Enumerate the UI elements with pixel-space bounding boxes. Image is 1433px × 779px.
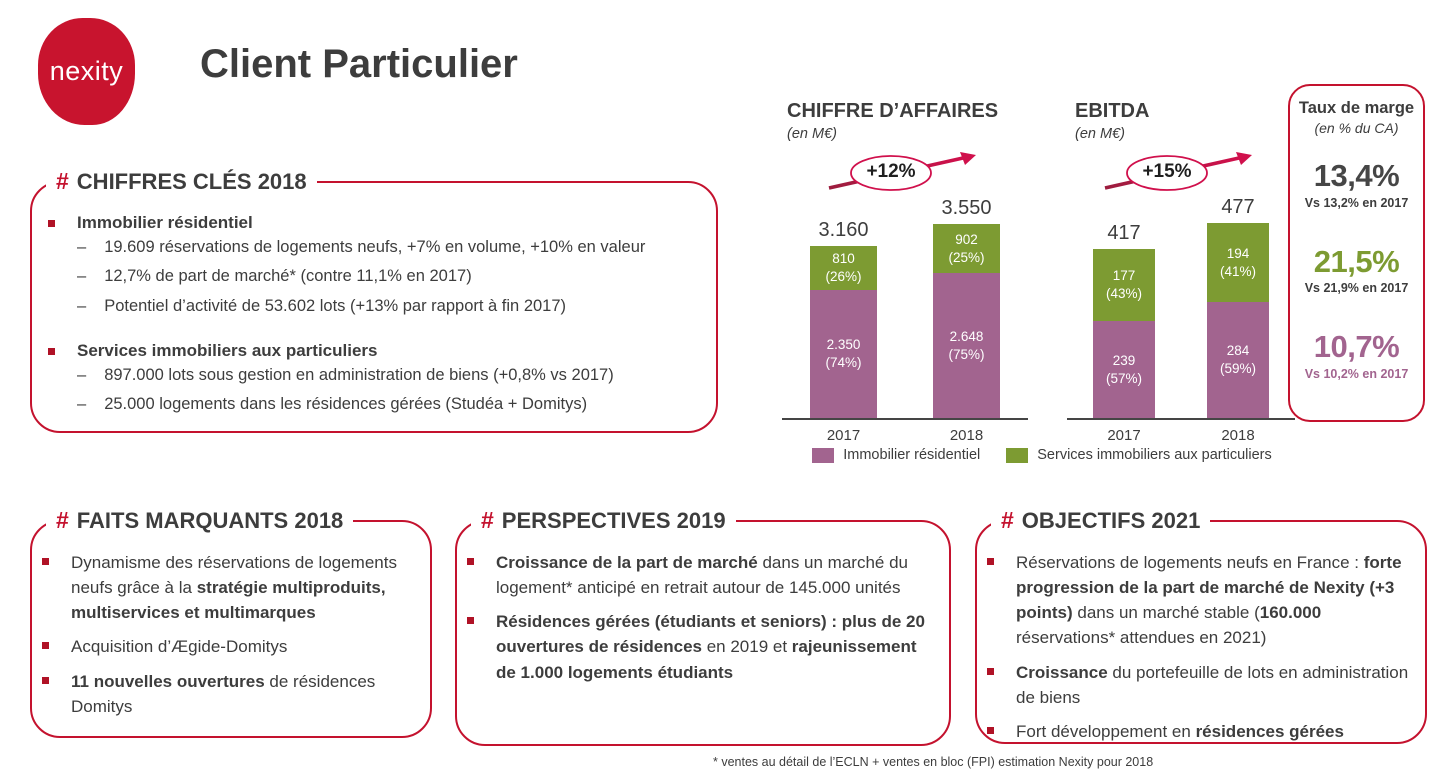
list-item-text: Potentiel d’activité de 53.602 lots (+13% par rapport à fin 2017) — [104, 296, 567, 315]
chiffres-cles-box — [30, 168, 718, 433]
stacked-bar — [810, 246, 877, 418]
bullet-square-icon — [467, 617, 474, 624]
margin-rate-row — [1290, 331, 1423, 381]
taux-de-marge-title: Taux de marge — [1298, 99, 1415, 117]
bullet-text — [71, 550, 414, 625]
dash-icon: – — [77, 366, 87, 385]
text-segment: 11 nouvelles ouvertures — [71, 671, 265, 691]
margin-rate-note: Vs 21,9% en 2017 — [1304, 281, 1409, 296]
bar-segment — [933, 273, 1000, 418]
bar-segment — [810, 290, 877, 418]
list-item-text: 12,7% de part de marché* (contre 11,1% en 2017) — [104, 267, 472, 286]
growth-badge-ebitda — [1103, 146, 1253, 198]
segment-value-label: 902 — [955, 231, 978, 247]
chart-plot-ebitda — [1067, 198, 1295, 420]
text-segment: Croissance de la part de marché — [496, 553, 758, 572]
bullet-text — [496, 609, 933, 684]
year-label: 2017 — [826, 427, 861, 444]
chart-title-ebitda: EBITDA — [1075, 100, 1150, 122]
objectifs-box — [975, 507, 1427, 744]
chart-legend — [772, 447, 1312, 463]
segment-pct-label: (25%) — [948, 249, 985, 265]
legend-item — [812, 447, 980, 463]
list-item-text: 897.000 lots sous gestion en administration de biens (+0,8% vs 2017) — [104, 366, 614, 385]
group-heading-label: Immobilier résidentiel — [77, 213, 253, 232]
faits-marquants-box — [30, 507, 432, 738]
dash-icon: – — [77, 296, 87, 315]
bar-group-2017 — [810, 219, 877, 418]
perspectives-body — [457, 522, 949, 685]
segment-value-label: 2.350 — [826, 337, 861, 353]
year-label: 2018 — [949, 427, 984, 444]
faits-marquants-title-label: FAITS MARQUANTS 2018 — [76, 508, 344, 533]
bar-total-label: 477 — [1221, 196, 1255, 218]
list-item — [77, 262, 700, 291]
segment-pct-label: (75%) — [948, 346, 985, 362]
stacked-bar — [1207, 223, 1269, 418]
bullet-square-icon — [987, 558, 994, 565]
bullet-text — [71, 634, 287, 659]
text-segment: résidences gérées — [1195, 721, 1344, 741]
text-segment: Réservations de logements neufs en France : — [1016, 553, 1364, 572]
objectifs-body — [977, 522, 1425, 744]
dash-icon: – — [77, 395, 87, 414]
bar-group-2017 — [1093, 222, 1155, 418]
stacked-bar — [1093, 249, 1155, 418]
bullet-square-icon — [467, 558, 474, 565]
nexity-logo-text: nexity — [49, 56, 124, 86]
faits-marquants-body — [32, 522, 430, 719]
segment-pct-label: (57%) — [1105, 370, 1142, 386]
margin-rate-value: 13,4% — [1313, 158, 1400, 193]
objectifs-title — [991, 505, 1210, 536]
bullet-item — [467, 550, 933, 600]
taux-de-marge-box — [1288, 84, 1425, 422]
year-label: 2017 — [1107, 427, 1141, 444]
footnote: * ventes au détail de l’ECLN + ventes en bloc (FPI) estimation Nexity pour 2018 — [713, 755, 1154, 769]
bullet-text — [71, 669, 414, 719]
bar-segment — [1207, 302, 1269, 418]
segment-value-label: 284 — [1226, 343, 1250, 359]
segment-pct-label: (26%) — [825, 269, 862, 284]
bullet-text — [1016, 550, 1409, 651]
list-item-text: 25.000 logements dans les résidences gérées (Studéa + Domitys) — [104, 395, 588, 414]
bullet-square-icon — [48, 220, 55, 227]
bullet-item — [42, 669, 414, 719]
bullet-square-icon — [42, 677, 49, 684]
faits-marquants-title — [46, 505, 353, 536]
text-segment: réservations* attendues en 2021) — [1016, 628, 1267, 648]
chiffres-cles-body — [32, 183, 716, 420]
chiffres-cles-title-label: CHIFFRES CLÉS 2018 — [76, 169, 307, 194]
group-items — [48, 361, 700, 420]
bar-group-2018 — [1207, 196, 1269, 418]
text-segment: Croissance — [1016, 662, 1108, 682]
bar-segment — [1207, 223, 1269, 302]
bar-segment — [1093, 249, 1155, 321]
bullet-item — [467, 609, 933, 684]
text-segment: en 2019 et — [701, 637, 792, 657]
margin-rate-value: 21,5% — [1313, 243, 1400, 279]
legend-item — [1006, 447, 1272, 463]
segment-pct-label: (43%) — [1105, 286, 1142, 301]
bullet-item — [987, 660, 1409, 710]
text-segment: rajeunissement de 1.000 logements étudiants — [496, 637, 917, 682]
text-segment: dans un marché du logement* anticipé en retrait autour de 145.000 unités — [496, 553, 908, 598]
text-segment: Fort développement en — [1016, 721, 1196, 741]
page-title: Client Particulier — [200, 42, 518, 86]
objectifs-title-label: OBJECTIFS 2021 — [1021, 508, 1201, 533]
margin-rate-note: Vs 10,2% en 2017 — [1304, 366, 1409, 381]
hash-icon: # — [56, 507, 69, 533]
text-segment: de résidences Domitys — [71, 671, 376, 716]
bar-segment — [810, 246, 877, 290]
group-heading-label: Services immobiliers aux particuliers — [77, 341, 378, 361]
segment-pct-label: (59%) — [1219, 361, 1256, 376]
segment-pct-label: (41%) — [1219, 263, 1256, 279]
bar-segment — [1093, 321, 1155, 418]
list-item — [77, 361, 700, 390]
dash-icon: – — [77, 238, 87, 256]
bar-total-label: 3.550 — [941, 197, 992, 219]
bullet-text — [496, 550, 933, 600]
text-segment: Résidences gérées (étudiants et seniors) : plus de 20 ouvertures de résidences — [496, 612, 925, 657]
segment-value-label: 177 — [1112, 268, 1136, 284]
bar-group-2018 — [933, 197, 1000, 418]
stacked-bar — [933, 224, 1000, 418]
perspectives-box — [455, 507, 951, 746]
text-segment: 160.000 — [1259, 603, 1322, 623]
key-figures-group — [48, 213, 700, 321]
bullet-item — [987, 719, 1409, 744]
hash-icon: # — [481, 507, 494, 533]
nexity-logo — [38, 18, 135, 125]
chart-plot-chiffre-daffaires — [782, 198, 1028, 420]
growth-annotation: +12% — [866, 161, 916, 182]
list-item-text: 19.609 réservations de logements neufs, +7% en volume, +10% en valeur — [104, 238, 646, 256]
group-items — [48, 233, 700, 321]
list-item — [77, 390, 700, 419]
text-segment: Dynamisme des réservations de logements neufs grâce à la — [71, 553, 397, 598]
bullet-square-icon — [42, 558, 49, 565]
group-heading — [48, 341, 700, 361]
chart-title-chiffre-daffaires: CHIFFRE D’AFFAIRES — [787, 100, 999, 122]
chart-years-chiffre-daffaires — [782, 427, 1028, 444]
chiffres-cles-title — [46, 166, 317, 197]
growth-annotation: +15% — [1142, 161, 1192, 182]
legend-color-swatch — [1006, 448, 1028, 463]
perspectives-title-label: PERSPECTIVES 2019 — [501, 508, 726, 533]
segment-pct-label: (74%) — [825, 355, 862, 370]
bullet-text — [1016, 660, 1409, 710]
bullet-item — [42, 634, 414, 659]
text-segment: stratégie multiproduits, multiservices et multimarques — [71, 578, 386, 623]
bullet-square-icon — [987, 668, 994, 675]
legend-label: Immobilier résidentiel — [843, 447, 981, 463]
dash-icon: – — [77, 267, 87, 286]
bullet-text — [1016, 719, 1344, 744]
chart-unit-ebitda: (en M€) — [1075, 126, 1125, 142]
growth-badge-ca — [827, 146, 977, 198]
margin-rate-row — [1290, 160, 1423, 210]
text-segment: forte progression de la part de marché de Nexity (+3 points) — [1016, 553, 1402, 623]
list-item — [77, 233, 700, 262]
bar-total-label: 417 — [1107, 222, 1141, 244]
key-figures-group — [48, 341, 700, 420]
legend-color-swatch — [812, 448, 834, 463]
bullet-square-icon — [42, 642, 49, 649]
chart-unit-chiffre-daffaires: (en M€) — [787, 126, 837, 142]
group-heading — [48, 213, 700, 233]
margin-rate-note: Vs 13,2% en 2017 — [1304, 195, 1409, 210]
text-segment: Acquisition d’Ægide-Domitys — [71, 637, 288, 657]
taux-de-marge-rows — [1290, 160, 1423, 381]
hash-icon: # — [1001, 507, 1014, 533]
text-segment: du portefeuille de lots en administration de biens — [1016, 662, 1409, 707]
perspectives-title — [471, 505, 736, 536]
bar-total-label: 3.160 — [818, 219, 869, 241]
year-label: 2018 — [1221, 427, 1255, 444]
segment-value-label: 810 — [832, 251, 855, 267]
legend-label: Services immobiliers aux particuliers — [1037, 447, 1272, 463]
list-item — [77, 292, 700, 321]
text-segment: dans un marché stable ( — [1072, 603, 1260, 623]
bullet-item — [42, 550, 414, 625]
margin-rate-row — [1290, 243, 1423, 296]
bullet-item — [987, 550, 1409, 651]
hash-icon: # — [56, 168, 69, 194]
bullet-square-icon — [987, 727, 994, 734]
taux-de-marge-subtitle: (en % du CA) — [1314, 120, 1399, 136]
bullet-square-icon — [48, 348, 55, 355]
segment-value-label: 239 — [1112, 352, 1136, 368]
segment-value-label: 194 — [1226, 245, 1250, 261]
segment-value-label: 2.648 — [949, 328, 984, 344]
margin-rate-value: 10,7% — [1313, 329, 1400, 365]
bar-segment — [933, 224, 1000, 273]
chart-years-ebitda — [1067, 427, 1295, 444]
